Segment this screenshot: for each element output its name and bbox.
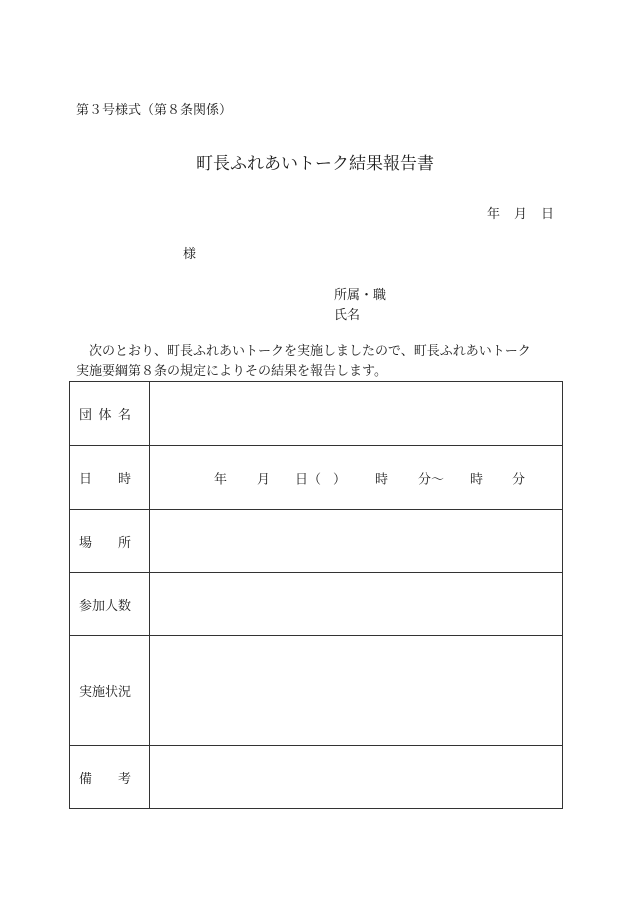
dt-day-open: 日（	[295, 472, 322, 487]
row-label	[70, 573, 150, 636]
dt-year: 年	[214, 472, 228, 487]
label-char: 場	[79, 535, 93, 551]
date-day-label: 日	[541, 207, 555, 222]
dt-close: ）	[333, 472, 347, 487]
label-char: 考	[117, 771, 131, 787]
place-field[interactable]	[150, 510, 563, 573]
label-char: 時	[117, 472, 131, 487]
dt-minute-2: 分	[512, 472, 526, 487]
table-row-status	[70, 636, 563, 746]
row-label	[70, 636, 150, 746]
label-char: 備	[79, 771, 93, 787]
label-char: 名	[117, 408, 131, 423]
label-text: 実施状況	[79, 685, 132, 700]
dt-month: 月	[257, 472, 271, 487]
row-label	[70, 510, 150, 573]
dt-minute-1: 分〜	[418, 472, 445, 487]
label-char: 体	[98, 408, 112, 423]
table-row-participants	[70, 573, 563, 636]
form-number: 第３号様式（第８条関係）	[76, 103, 233, 118]
row-label	[70, 382, 150, 446]
table-row-place	[70, 510, 563, 573]
dt-hour-2: 時	[470, 472, 484, 487]
date-line	[487, 203, 554, 222]
label-char: 日	[79, 472, 93, 487]
dt-hour-1: 時	[375, 472, 389, 487]
datetime-field[interactable]	[150, 446, 563, 510]
row-label	[70, 446, 150, 510]
label-text: 参加人数	[79, 598, 132, 614]
document-title: 町長ふれあいトーク結果報告書	[196, 154, 434, 174]
date-year-label: 年	[487, 207, 501, 222]
table-row-remarks	[70, 746, 563, 809]
organization-field[interactable]	[150, 382, 563, 446]
label-char: 所	[117, 535, 131, 551]
row-label	[70, 746, 150, 809]
intro-line-2: 実施要綱第８条の規定によりその結果を報告します。	[76, 364, 387, 379]
sender-affiliation-label: 所属・職	[334, 288, 387, 303]
intro-paragraph	[76, 342, 566, 382]
participants-field[interactable]	[150, 573, 563, 636]
status-field[interactable]	[150, 636, 563, 746]
report-table	[69, 381, 563, 809]
intro-line-1: 次のとおり、町長ふれあいトークを実施しましたので、町長ふれあいトーク	[89, 344, 531, 359]
remarks-field[interactable]	[150, 746, 563, 809]
table-row-datetime	[70, 446, 563, 510]
label-char: 団	[79, 408, 93, 423]
addressee-suffix: 様	[183, 247, 197, 262]
sender-name-label: 氏名	[334, 308, 361, 323]
date-month-label: 月	[514, 207, 528, 222]
table-row-organization	[70, 382, 563, 446]
